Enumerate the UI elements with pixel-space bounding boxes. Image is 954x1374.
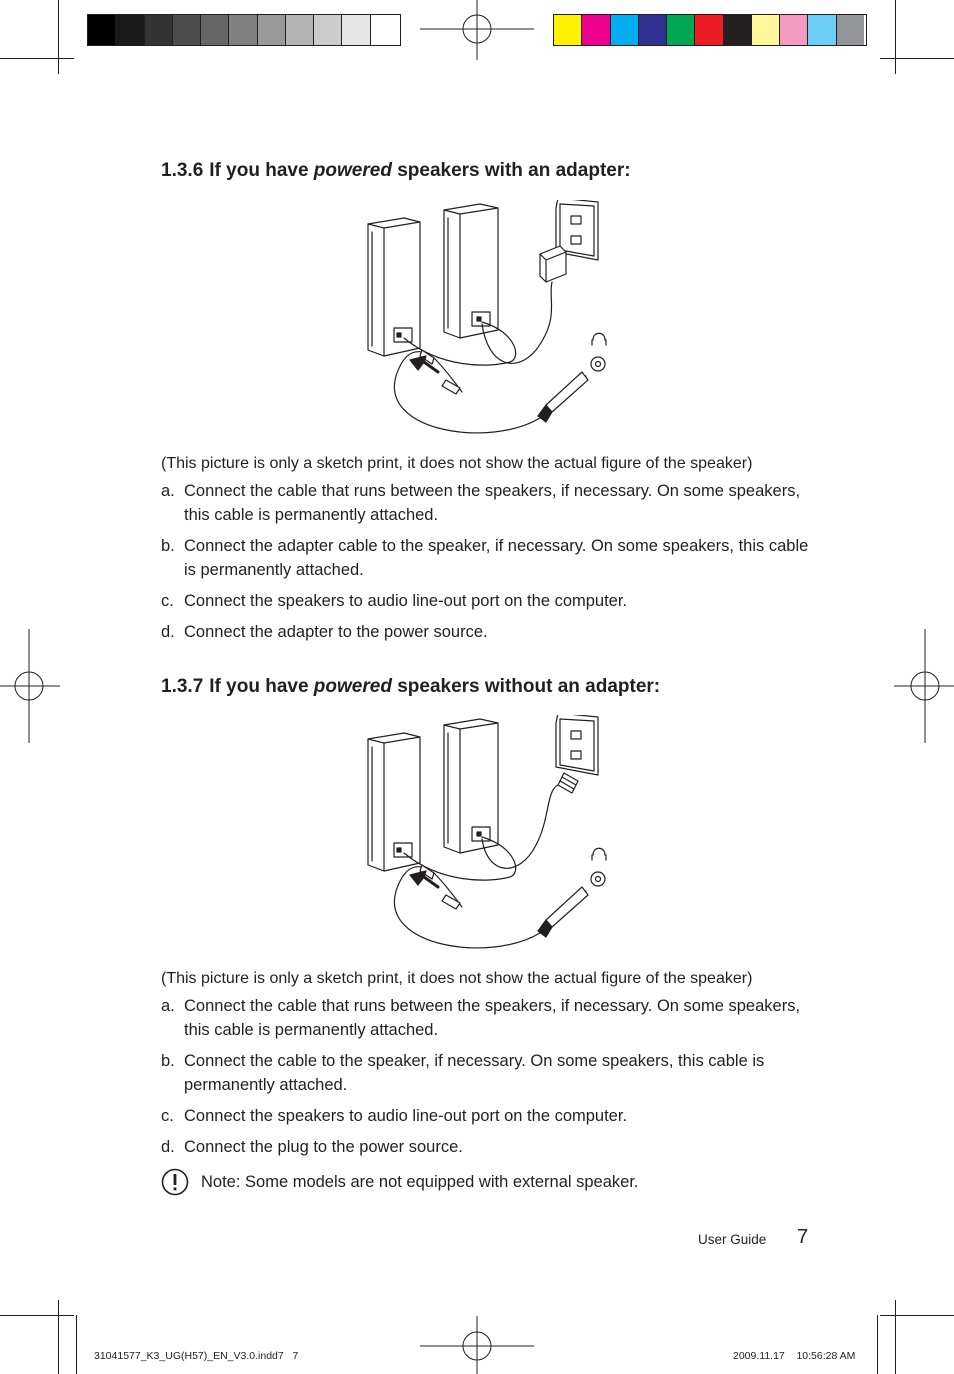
gray-swatch <box>286 15 314 45</box>
speakers-with-adapter-diagram <box>360 200 620 436</box>
slug-timestamp: 2009.11.17 10:56:28 AM <box>733 1350 856 1362</box>
gray-swatch <box>314 15 342 45</box>
step-marker: b. <box>161 537 175 555</box>
section-number: 1.3.7 <box>161 676 204 697</box>
color-swatch <box>695 15 723 45</box>
gray-swatch <box>88 15 116 45</box>
heading-emphasis: powered <box>313 676 392 697</box>
grayscale-color-bar <box>87 14 401 46</box>
section-number: 1.3.6 <box>161 160 204 181</box>
step-item <box>161 534 821 582</box>
registration-mark-right <box>894 629 954 743</box>
step-text: Connect the adapter to the power source. <box>184 623 488 641</box>
step-text: Connect the adapter cable to the speaker, if necessary. On some speakers, this cable is permanently attached. <box>184 537 809 579</box>
figure-caption: (This picture is only a sketch print, it does not show the actual figure of the speaker) <box>161 970 753 987</box>
step-marker: c. <box>161 592 174 610</box>
step-item <box>161 994 821 1042</box>
step-list-1-3-7 <box>161 994 821 1159</box>
heading-suffix: speakers without an adapter: <box>397 676 661 697</box>
heading-prefix: If you have <box>209 160 309 181</box>
color-swatch <box>780 15 808 45</box>
gray-swatch <box>342 15 370 45</box>
note-text: Note: Some models are not equipped with external speaker. <box>201 1172 639 1191</box>
page-number: 7 <box>797 1226 809 1248</box>
color-swatch <box>837 15 864 45</box>
heading-emphasis: powered <box>313 160 392 181</box>
exclamation-circle-icon <box>161 1168 189 1196</box>
step-marker: b. <box>161 1052 175 1070</box>
color-swatch <box>611 15 639 45</box>
note <box>161 1168 639 1196</box>
registration-mark-bottom <box>420 1316 534 1374</box>
step-text: Connect the cable that runs between the speakers, if necessary. On some speakers, this cable is permanently attached. <box>184 997 801 1039</box>
footer-label: User Guide <box>698 1232 767 1247</box>
step-text: Connect the plug to the power source. <box>184 1138 463 1156</box>
color-swatch <box>554 15 582 45</box>
step-item <box>161 1104 821 1128</box>
step-marker: d. <box>161 1138 175 1156</box>
heading-suffix: speakers with an adapter: <box>397 160 631 181</box>
gray-swatch <box>201 15 229 45</box>
step-text: Connect the cable to the speaker, if necessary. On some speakers, this cable is permanently attached. <box>184 1052 765 1094</box>
gray-swatch <box>258 15 286 45</box>
step-text: Connect the speakers to audio line-out port on the computer. <box>184 592 628 610</box>
step-text: Connect the speakers to audio line-out port on the computer. <box>184 1107 628 1125</box>
speakers-without-adapter-diagram <box>360 715 620 951</box>
gray-swatch <box>145 15 173 45</box>
slug-file: 31041577_K3_UG(H57)_EN_V3.0.indd7 7 <box>94 1350 299 1362</box>
heading-prefix: If you have <box>209 676 309 697</box>
color-swatch <box>582 15 610 45</box>
step-marker: a. <box>161 482 175 500</box>
step-item <box>161 1135 821 1159</box>
step-item <box>161 620 821 644</box>
gray-swatch <box>173 15 201 45</box>
process-color-bar <box>553 14 867 46</box>
gray-swatch <box>116 15 144 45</box>
color-swatch <box>724 15 752 45</box>
step-item <box>161 479 821 527</box>
section-heading-1-3-7 <box>161 676 660 698</box>
step-item <box>161 589 821 613</box>
registration-mark-left <box>0 629 60 743</box>
step-list-1-3-6 <box>161 479 821 644</box>
gray-swatch <box>371 15 398 45</box>
registration-mark-top <box>420 0 534 60</box>
step-item <box>161 1049 821 1097</box>
step-text: Connect the cable that runs between the speakers, if necessary. On some speakers, this cable is permanently attached. <box>184 482 801 524</box>
gray-swatch <box>229 15 257 45</box>
color-swatch <box>667 15 695 45</box>
figure-caption: (This picture is only a sketch print, it does not show the actual figure of the speaker) <box>161 455 753 472</box>
step-marker: c. <box>161 1107 174 1125</box>
color-swatch <box>639 15 667 45</box>
step-marker: a. <box>161 997 175 1015</box>
section-heading-1-3-6 <box>161 160 631 182</box>
step-marker: d. <box>161 623 175 641</box>
color-swatch <box>808 15 836 45</box>
color-swatch <box>752 15 780 45</box>
